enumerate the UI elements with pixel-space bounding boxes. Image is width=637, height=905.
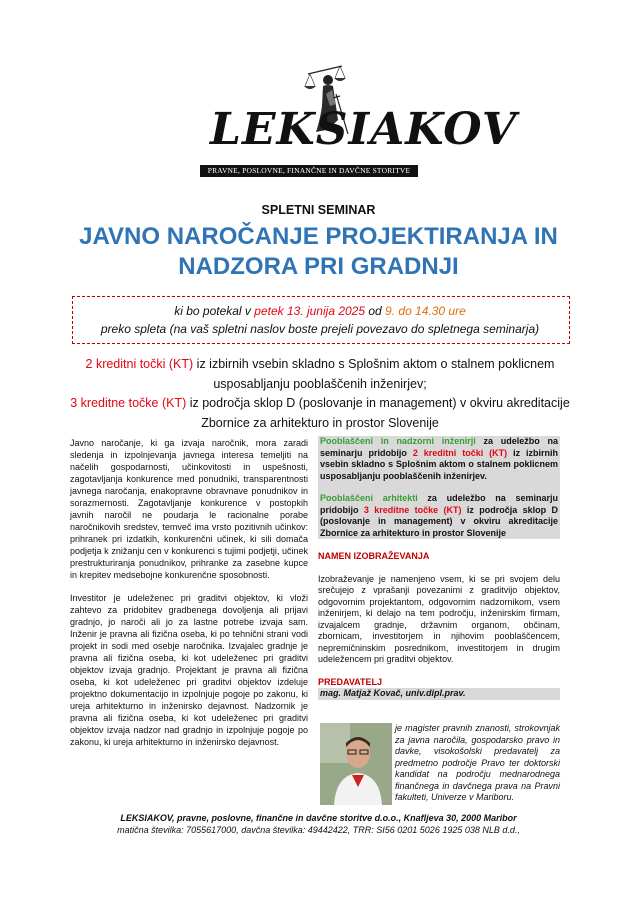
credits-engineers-text: iz izbirnih vsebin skladno s Splošnim aktom o stalnem poklicnem usposabljanju pooblaščenih inženirjev;	[193, 357, 555, 391]
event-type: SPLETNI SEMINAR	[261, 203, 376, 217]
footer-registration: matična številka: 7055617000, davčna številka: 49442422, TRR: SI56 0201 5026 1925 038 NLB d.d.,	[117, 825, 520, 835]
logo-tagline: PRAVNE, POSLOVNE, FINANČNE IN DAVČNE STORITVE	[200, 165, 418, 177]
credits-architects-text: iz področja sklop D (poslovanje in management) v okviru akreditacije Zbornice za arhitekturo in prostor Slovenije	[186, 396, 570, 430]
engineers-label: Pooblaščeni in nadzorni inženirji	[320, 436, 476, 446]
purpose-heading: NAMEN IZOBRAŽEVANJA	[318, 551, 430, 561]
event-date: petek 13. junija 2025	[254, 304, 366, 318]
credits-engineers-points: 2 kreditni točki (KT)	[85, 357, 194, 371]
company-logo	[190, 60, 517, 185]
right-column	[318, 436, 560, 700]
date-middle: od	[365, 304, 386, 318]
credits-box	[318, 436, 560, 539]
date-prefix: ki bo potekal v	[174, 304, 255, 318]
speaker-bio: je magister pravnih znanosti, strokovnjak za javna naročila, gospodarsko pravo in davke, visokošolski predavatelj za predmetno področje Pravo ter doktorski kandidat na področju mednarodnega finančnega in davčnega prava na Pravni fakulteti, Univerze v Mariboru.	[395, 723, 560, 802]
event-time: 9. do 14.30 ure	[385, 304, 466, 318]
online-note: preko spleta (na vaš spletni naslov boste prejeli povezavo do spletnega seminarja)	[100, 322, 540, 336]
speaker-heading: PREDAVATELJ	[318, 676, 383, 687]
speaker-name: mag. Matjaž Kovač, univ.dipl.prav.	[318, 688, 560, 700]
credits-block	[50, 355, 590, 433]
purpose-text: Izobraževanje je namenjeno vsem, ki se pri svojem delu srečujejo z vprašanji povezanimi z graditvijo objektov, odgovornim projektantom, odgovornim nadzornikom, vsem inženirjem, ki delajo na tem področju, inženirskim firmam, izvajalcem gradnje, državnim organom, občinam, zbornicam, investitorjem in njihovim pooblaščencem, nepremičninskim posrednikom, investitorjem in drugim udeležencem pri graditvi objektov.	[318, 573, 560, 664]
speaker-photo	[320, 723, 392, 805]
participants-paragraph: Investitor je udeleženec pri graditvi objektov, ki vloži zahtevo za pridobitev gradbenega dovoljenja ali prijavi gradnjo, jo naroči ali jo za lastne potrebe izvaja sam. Inženir je pravna ali fizična oseba, ki po tehnični strani vodi projekt in sodi med osebje naročnika. Izvajalec gradnje je pravna ali fizična oseba, ki kot udeleženec pri graditvi objektov izvaja gradnjo. Projektant je pravna ali fizična oseba, ki kot udeleženec pri graditvi objektov izdeluje projektno dokumentacijo in izpolnjuje pogoje po zakonu, ki ureja arhitekturno in inženirsko dejavnost. Nadzornik je pravna ali fizična oseba, ki kot udeleženec pri graditvi objektov izvaja nadzor nad gradnjo in izpolnjuje pogoje po zakonu, ki ureja arhitekturno in inženirsko dejavnost.	[70, 593, 308, 747]
credits-architects-points: 3 kreditne točke (KT)	[70, 396, 187, 410]
date-line	[72, 304, 568, 318]
left-column	[70, 437, 308, 759]
footer-address: LEKSIAKOV, pravne, poslovne, finančne in davčne storitve d.o.o., Knafljeva 30, 2000 Maribor	[120, 813, 517, 823]
intro-paragraph: Javno naročanje, ki ga izvaja naročnik, mora zaradi sledenja in izpolnjevanja javnega interesa temeljiti na načelih gospodarnosti, učinkovitosti in uspešnosti, zagotavljanja konkurence med ponudniki, transparentnosti javnega naročanja, enakopravne obravnave ponudnikov in sorazmernosti. Zagotavljanje konkurence v postopkih javnih naročil ne poudarja le racionalne porabe naročnikovih sredstev, temveč ima vrsto pozitivnih učinkov: prihranek pri izdatkih, konkurenčni učinek, ki sili domača podjetja k znižanju cen v konkurenci s tujimi podjetji, učinek prestrukturiranja ponudnikov, prihranke za zasebne kupce in krepitev medsebojne konkurenčne sposobnosti.	[70, 438, 308, 580]
logo-wordmark: LEKSIAKOV	[210, 104, 517, 155]
engineers-credits-note: Pooblaščeni in nadzorni inženirji za udeležbo na seminarju pridobijo 2 kreditni točki (KT) iz izbirnih vsebin skladno s Splošnim aktom o stalnem poklicnem usposabljanju pooblaščenih inženirjev.	[320, 436, 559, 481]
company-footer	[30, 812, 607, 836]
architects-label: Pooblaščeni arhitekti	[320, 493, 418, 503]
architects-credits-note: Pooblaščeni arhitekti za udeležbo na seminarju pridobijo 3 kreditne točke (KT) iz področja sklop D (poslovanje in management) v okviru akreditacije Zbornice za arhitekturo in prostor Slovenije	[320, 493, 559, 538]
seminar-title: JAVNO NAROČANJE PROJEKTIRANJA IN NADZORA PRI GRADNJI	[79, 223, 558, 280]
